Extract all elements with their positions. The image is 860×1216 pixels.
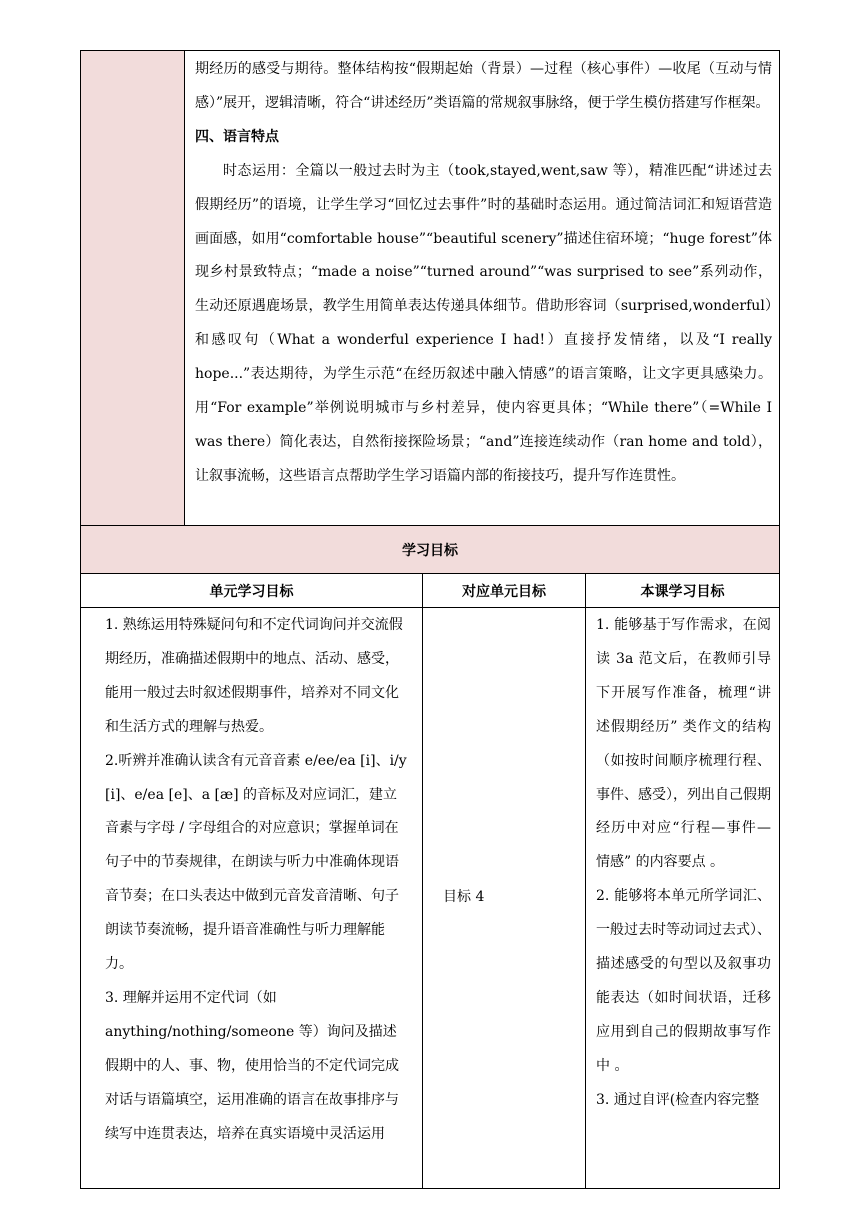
row-label-cell: [81, 51, 185, 526]
mapped-goal-cell: [423, 608, 586, 1189]
unit-goal-item: 3. 理解并运用不定代词（如anything/nothing/someone 等）询问及描述假期中的人、事、物，使用恰当的不定代词完成对话与语篇填空，运用准确的语言在故事排序与续写中连贯表达，培养在真实语境中灵活运用: [105, 989, 399, 1142]
unit-goals-cell: [81, 608, 423, 1189]
lesson-goal-item: 2. 能够将本单元所学词汇、一般过去时等动词过去式）、描述感受的句型以及叙事功能表达（如时间状语，迁移应用到自己的假期故事写作中 。: [596, 888, 771, 1074]
section-heading: 四、语言特点: [195, 128, 279, 145]
objectives-band-title: 学习目标: [81, 526, 780, 574]
lesson-plan-table: [80, 50, 780, 1189]
objectives-content-row: [81, 608, 780, 1189]
objectives-band-row: [81, 526, 780, 574]
analysis-row: [81, 51, 780, 526]
lesson-goals-cell: [586, 608, 780, 1189]
language-paragraph: 时态运用：全篇以一般过去时为主（took,stayed,went,saw 等），精准匹配“讲述过去假期经历”的语境，让学生学习“回忆过去事件”时的基础时态运用。通过简洁词汇和短语营造画面感，如用“comfortable house”“beautiful scenery”描述住宿环境；“huge forest”体现乡村景致特点；“made a noise”“turned around”“was surprised to see”系列动作，生动还原遇鹿场景，教学生用简单表达传递具体细节。借助形容词（surprised,wonderful）和感叹句（What a wonderful experience I had!）直接抒发情绪，以及“I really hope...”表达期待，为学生示范“在经历叙述中融入情感”的语言策略，让文字更具感染力。用“For example”举例说明城市与乡村差异，使内容更具体；“While there”（=While I was there）简化表达，自然衔接探险场景；“and”连接连续动作（ran home and told），让叙事流畅，这些语言点帮助学生学习语篇内部的衔接技巧，提升写作连贯性。: [195, 162, 772, 484]
unit-goal-item: 2.听辨并准确认读含有元音音素 e/ee/ea [i]、i/y [i]、e/ea [e]、a [æ] 的音标及对应词汇，建立音素与字母 / 字母组合的对应意识；掌握单词在句子中的节奏规律，在朗读与听力中准确体现语音节奏；在口头表达中做到元音发音清晰、句子朗读节奏流畅，提升语音准确性与听力理解能力。: [105, 752, 407, 973]
mapped-goal-header: 对应单元目标: [423, 574, 586, 608]
lesson-goal-item: 1. 能够基于写作需求，在阅读 3a 范文后，在教师引导下开展写作准备，梳理“讲述假期经历” 类作文的结构（如按时间顺序梳理行程、事件、感受），列出自己假期经历中对应“行程—事件—情感” 的内容要点 。: [596, 617, 771, 871]
unit-goal-item: 1. 熟练运用特殊疑问句和不定代词询问并交流假期经历，准确描述假期中的地点、活动、感受，能用一般过去时叙述假期事件，培养对不同文化和生活方式的理解与热爱。: [105, 617, 403, 735]
document-page: [80, 50, 779, 1189]
column-header-row: [81, 574, 780, 608]
lesson-goals-header: 本课学习目标: [586, 574, 780, 608]
mapped-goal-text: 目标 4: [443, 889, 485, 906]
lesson-goal-item: 3. 通过自评(检查内容完整: [596, 1091, 760, 1108]
unit-goals-header: 单元学习目标: [81, 574, 423, 608]
structure-paragraph: 期经历的感受与期待。整体结构按“假期起始（背景）—过程（核心事件）—收尾（互动与情感）”展开，逻辑清晰，符合“讲述经历”类语篇的常规叙事脉络，便于学生模仿搭建写作框架。: [195, 61, 772, 111]
text-analysis-cell: [185, 51, 780, 526]
